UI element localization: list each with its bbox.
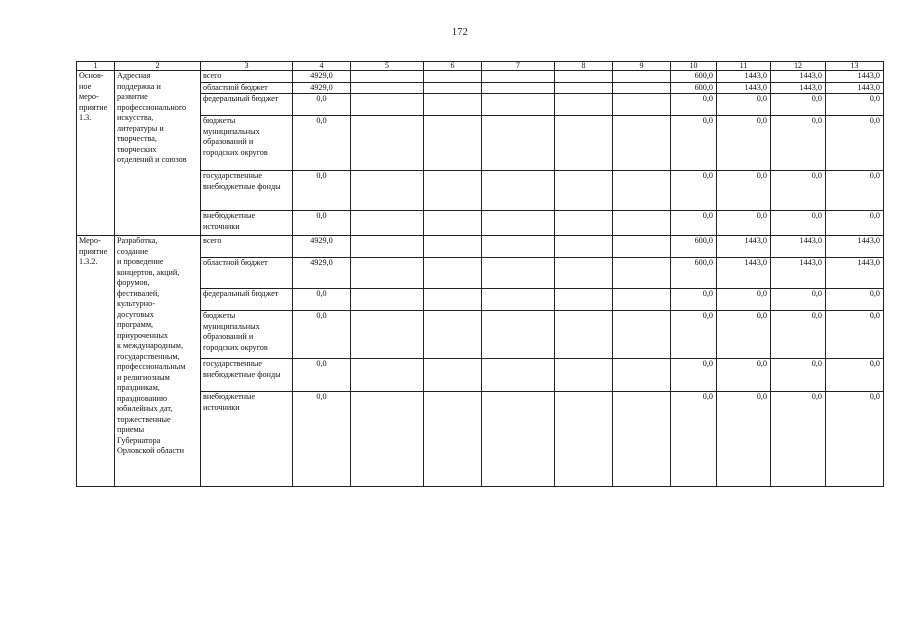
measure-name-line: профессионального: [117, 102, 187, 112]
amount-cell-col10: 600,0: [671, 82, 717, 94]
funding-source-cell: всего: [201, 71, 293, 83]
measure-name-line: приуроченных: [117, 330, 169, 340]
empty-cell-col6: [424, 82, 482, 94]
empty-cell-col6: [424, 258, 482, 289]
measure-name-line: искусства,: [117, 113, 154, 122]
measure-name-line: досуговых: [117, 309, 154, 319]
amount-cell-col4: 0,0: [293, 171, 351, 211]
empty-cell-col9: [613, 359, 671, 392]
column-header: 13: [826, 62, 884, 71]
empty-cell-col9: [613, 116, 671, 171]
amount-cell-col12: 1443,0: [771, 236, 826, 258]
amount-cell-col4: 0,0: [293, 94, 351, 116]
column-header: 3: [201, 62, 293, 71]
amount-cell-col11: 0,0: [717, 116, 771, 171]
empty-cell-col7: [482, 116, 555, 171]
empty-cell-col6: [424, 71, 482, 83]
empty-cell-col8: [555, 236, 613, 258]
empty-cell-col8: [555, 359, 613, 392]
empty-cell-col7: [482, 392, 555, 487]
empty-cell-col5: [351, 171, 424, 211]
amount-cell-col13: 0,0: [826, 211, 884, 236]
column-header: 1: [77, 62, 115, 71]
amount-cell-col4: 4929,0: [293, 258, 351, 289]
empty-cell-col8: [555, 311, 613, 359]
amount-cell-col12: 0,0: [771, 359, 826, 392]
amount-cell-col13: 0,0: [826, 392, 884, 487]
measure-name-line: и религиозным: [117, 372, 170, 382]
measure-name-line: фестивалей,: [117, 288, 160, 298]
amount-cell-col4: 0,0: [293, 392, 351, 487]
amount-cell-col13: 0,0: [826, 116, 884, 171]
table-row: [77, 236, 884, 258]
empty-cell-col7: [482, 359, 555, 392]
column-header: 4: [293, 62, 351, 71]
measure-name-line: приемы: [117, 425, 145, 434]
amount-cell-col12: 1443,0: [771, 258, 826, 289]
amount-cell-col4: 0,0: [293, 311, 351, 359]
empty-cell-col6: [424, 311, 482, 359]
amount-cell-col13: 0,0: [826, 289, 884, 311]
measure-code-line: приятие: [79, 246, 108, 256]
measure-code-cell: [77, 236, 115, 487]
amount-cell-col11: 0,0: [717, 94, 771, 116]
empty-cell-col7: [482, 94, 555, 116]
empty-cell-col8: [555, 211, 613, 236]
amount-cell-col12: 0,0: [771, 171, 826, 211]
amount-cell-col10: 0,0: [671, 171, 717, 211]
amount-cell-col13: 1443,0: [826, 258, 884, 289]
empty-cell-col5: [351, 211, 424, 236]
measure-name-line: развитие: [117, 92, 148, 101]
amount-cell-col13: 0,0: [826, 171, 884, 211]
empty-cell-col9: [613, 258, 671, 289]
funding-source-cell: всего: [201, 236, 293, 258]
empty-cell-col9: [613, 289, 671, 311]
amount-cell-col11: 1443,0: [717, 82, 771, 94]
measure-name-line: форумов,: [117, 278, 150, 287]
empty-cell-col5: [351, 71, 424, 83]
amount-cell-col4: 0,0: [293, 359, 351, 392]
measure-code-cell: [77, 71, 115, 236]
amount-cell-col4: 4929,0: [293, 71, 351, 83]
empty-cell-col9: [613, 392, 671, 487]
amount-cell-col12: 0,0: [771, 116, 826, 171]
column-header: 12: [771, 62, 826, 71]
amount-cell-col12: 0,0: [771, 311, 826, 359]
column-header: 7: [482, 62, 555, 71]
amount-cell-col11: 0,0: [717, 211, 771, 236]
empty-cell-col6: [424, 359, 482, 392]
measure-name-line: Адресная: [117, 71, 151, 80]
amount-cell-col11: 0,0: [717, 289, 771, 311]
funding-source-cell: внебюджетные источники: [201, 211, 293, 236]
measure-name-line: празднованию: [117, 393, 168, 403]
amount-cell-col10: 0,0: [671, 311, 717, 359]
measure-name-line: государственным,: [117, 351, 180, 361]
empty-cell-col7: [482, 289, 555, 311]
measure-name-line: литературы и: [117, 123, 164, 133]
empty-cell-col6: [424, 171, 482, 211]
amount-cell-col11: 0,0: [717, 171, 771, 211]
empty-cell-col5: [351, 289, 424, 311]
amount-cell-col10: 600,0: [671, 236, 717, 258]
measure-name-line: торжественные: [117, 414, 171, 424]
empty-cell-col7: [482, 71, 555, 83]
page-number: 172: [452, 27, 468, 38]
empty-cell-col7: [482, 211, 555, 236]
funding-source-cell: федеральный бюджет: [201, 289, 293, 311]
empty-cell-col6: [424, 211, 482, 236]
empty-cell-col7: [482, 82, 555, 94]
amount-cell-col10: 600,0: [671, 71, 717, 83]
measure-code-line: 1.3.: [79, 113, 92, 122]
amount-cell-col13: 1443,0: [826, 71, 884, 83]
measure-name-cell: [115, 71, 201, 236]
empty-cell-col6: [424, 392, 482, 487]
amount-cell-col11: 1443,0: [717, 71, 771, 83]
column-header: 9: [613, 62, 671, 71]
column-header: 11: [717, 62, 771, 71]
empty-cell-col6: [424, 236, 482, 258]
amount-cell-col11: 0,0: [717, 359, 771, 392]
empty-cell-col7: [482, 258, 555, 289]
funding-source-cell: государственные внебюджетные фонды: [201, 171, 293, 211]
empty-cell-col9: [613, 94, 671, 116]
funding-source-cell: бюджеты муниципальных образований и городских округов: [201, 116, 293, 171]
empty-cell-col5: [351, 359, 424, 392]
column-header: 2: [115, 62, 201, 71]
measure-name-line: Орловской области: [117, 446, 184, 455]
measure-name-line: культурно-: [117, 299, 155, 308]
amount-cell-col11: 0,0: [717, 311, 771, 359]
measure-code-line: Основ-: [79, 71, 104, 80]
empty-cell-col5: [351, 82, 424, 94]
measure-name-line: Разработка,: [117, 236, 158, 245]
empty-cell-col5: [351, 311, 424, 359]
empty-cell-col6: [424, 116, 482, 171]
amount-cell-col11: 0,0: [717, 392, 771, 487]
amount-cell-col4: 0,0: [293, 211, 351, 236]
amount-cell-col13: 0,0: [826, 359, 884, 392]
amount-cell-col12: 0,0: [771, 211, 826, 236]
amount-cell-col13: 0,0: [826, 311, 884, 359]
funding-source-cell: бюджеты муниципальных образований и городских округов: [201, 311, 293, 359]
measure-name-line: профессиональным: [117, 362, 186, 371]
amount-cell-col12: 0,0: [771, 289, 826, 311]
empty-cell-col8: [555, 71, 613, 83]
measure-code-line: 1.3.2.: [79, 257, 98, 266]
amount-cell-col4: 4929,0: [293, 82, 351, 94]
empty-cell-col9: [613, 71, 671, 83]
empty-cell-col9: [613, 311, 671, 359]
amount-cell-col13: 0,0: [826, 94, 884, 116]
measure-name-line: юбилейных дат,: [117, 404, 173, 413]
column-header: 8: [555, 62, 613, 71]
column-header: 10: [671, 62, 717, 71]
amount-cell-col10: 0,0: [671, 211, 717, 236]
empty-cell-col5: [351, 116, 424, 171]
empty-cell-col9: [613, 211, 671, 236]
empty-cell-col8: [555, 289, 613, 311]
amount-cell-col4: 0,0: [293, 289, 351, 311]
empty-cell-col8: [555, 171, 613, 211]
empty-cell-col9: [613, 171, 671, 211]
measure-name-cell: [115, 236, 201, 487]
empty-cell-col5: [351, 392, 424, 487]
table-row: [77, 71, 884, 83]
measure-name-line: творческих: [117, 144, 157, 154]
funding-source-cell: областной бюджет: [201, 82, 293, 94]
measure-name-line: и проведение: [117, 257, 164, 266]
measure-name-line: программ,: [117, 320, 154, 329]
amount-cell-col10: 0,0: [671, 392, 717, 487]
amount-cell-col13: 1443,0: [826, 82, 884, 94]
empty-cell-col8: [555, 82, 613, 94]
empty-cell-col6: [424, 94, 482, 116]
measure-name-line: отделений и союзов: [117, 155, 187, 164]
empty-cell-col5: [351, 94, 424, 116]
measure-name-line: создание: [117, 246, 149, 256]
amount-cell-col10: 600,0: [671, 258, 717, 289]
funding-source-cell: областной бюджет: [201, 258, 293, 289]
column-header: 6: [424, 62, 482, 71]
funding-source-cell: федеральный бюджет: [201, 94, 293, 116]
amount-cell-col11: 1443,0: [717, 236, 771, 258]
amount-cell-col10: 0,0: [671, 94, 717, 116]
empty-cell-col6: [424, 289, 482, 311]
empty-cell-col8: [555, 94, 613, 116]
amount-cell-col13: 1443,0: [826, 236, 884, 258]
amount-cell-col11: 1443,0: [717, 258, 771, 289]
empty-cell-col9: [613, 236, 671, 258]
measure-code-line: Меро-: [79, 236, 101, 245]
empty-cell-col5: [351, 258, 424, 289]
measure-name-line: праздникам,: [117, 383, 160, 392]
budget-table: [76, 61, 884, 487]
amount-cell-col10: 0,0: [671, 289, 717, 311]
amount-cell-col12: 1443,0: [771, 82, 826, 94]
funding-source-cell: государственные внебюджетные фонды: [201, 359, 293, 392]
measure-name-line: концертов, акций,: [117, 267, 180, 277]
amount-cell-col12: 0,0: [771, 94, 826, 116]
empty-cell-col9: [613, 82, 671, 94]
empty-cell-col8: [555, 392, 613, 487]
empty-cell-col7: [482, 236, 555, 258]
amount-cell-col12: 0,0: [771, 392, 826, 487]
empty-cell-col8: [555, 258, 613, 289]
empty-cell-col5: [351, 236, 424, 258]
measure-name-line: Губернатора: [117, 435, 161, 445]
measure-name-line: поддержка и: [117, 81, 161, 91]
funding-source-cell: внебюджетные источники: [201, 392, 293, 487]
amount-cell-col10: 0,0: [671, 116, 717, 171]
empty-cell-col7: [482, 311, 555, 359]
column-header: 5: [351, 62, 424, 71]
amount-cell-col12: 1443,0: [771, 71, 826, 83]
measure-code-line: приятие: [79, 102, 108, 112]
empty-cell-col8: [555, 116, 613, 171]
amount-cell-col4: 4929,0: [293, 236, 351, 258]
measure-name-line: творчества,: [117, 134, 157, 143]
empty-cell-col7: [482, 171, 555, 211]
amount-cell-col4: 0,0: [293, 116, 351, 171]
column-number-row: [77, 62, 884, 71]
measure-code-line: ное меро-: [79, 81, 99, 101]
amount-cell-col10: 0,0: [671, 359, 717, 392]
measure-name-line: к международным,: [117, 341, 183, 350]
